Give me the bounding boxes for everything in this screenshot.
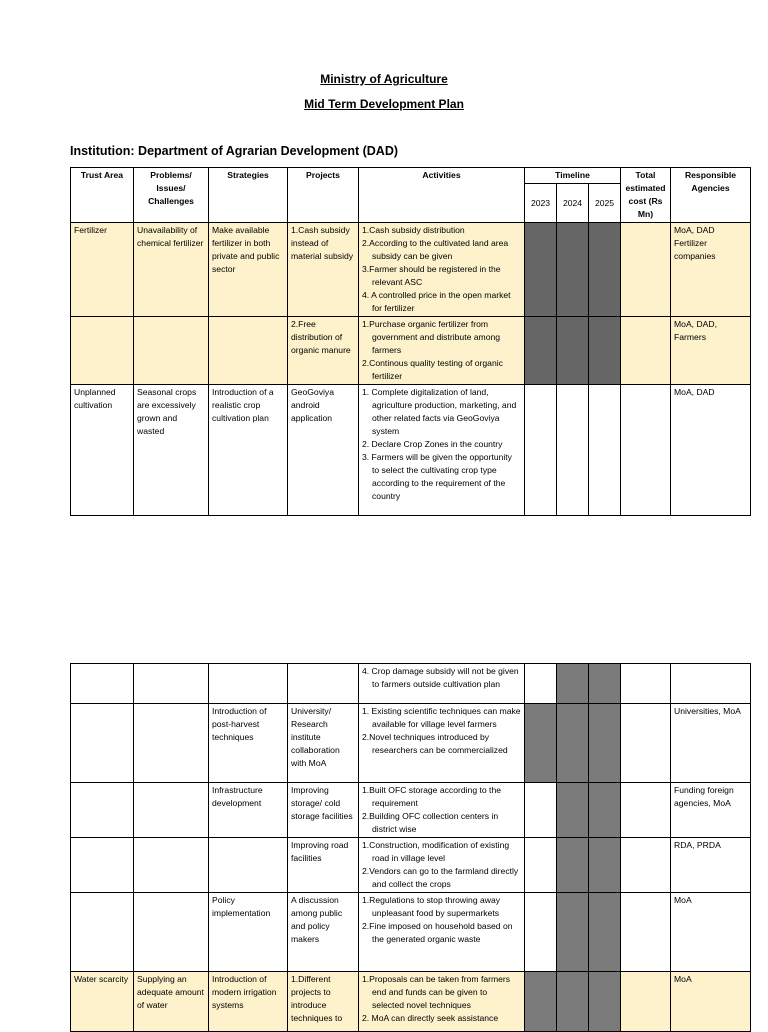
timeline-2024-cell (557, 838, 589, 893)
timeline-2023-cell (525, 664, 557, 704)
timeline-2025-cell (589, 317, 621, 385)
cell-project (288, 664, 359, 704)
cell-project: 2.Free distribution of organic manure (288, 317, 359, 385)
cell-trust-area (71, 317, 134, 385)
timeline-2024-cell (557, 783, 589, 838)
header-year-2023: 2023 (525, 184, 557, 223)
cell-cost (621, 893, 671, 972)
cell-strategy: Policy implementation (209, 893, 288, 972)
cell-trust-area (71, 893, 134, 972)
timeline-2025-cell (589, 385, 621, 516)
cell-trust-area (71, 664, 134, 704)
header-activities: Activities (359, 168, 525, 223)
timeline-2024-cell (557, 385, 589, 516)
cell-activities (359, 664, 525, 704)
timeline-2023-cell (525, 223, 557, 317)
timeline-2025-cell (589, 704, 621, 783)
cell-trust-area: Fertilizer (71, 223, 134, 317)
timeline-2023-cell (525, 704, 557, 783)
table-row (71, 972, 751, 1032)
cell-trust-area (71, 704, 134, 783)
activity-item: 4. Crop damage subsidy will not be given to farmers outside cultivation plan (362, 666, 519, 689)
cell-agencies: RDA, PRDA (671, 838, 751, 893)
cell-problem (134, 317, 209, 385)
cell-agencies: MoA (671, 893, 751, 972)
cell-trust-area (71, 838, 134, 893)
cell-cost (621, 783, 671, 838)
activity-item: 3.Farmer should be registered in the relevant ASC (362, 264, 501, 287)
timeline-2025-cell (589, 838, 621, 893)
cell-activities (359, 223, 525, 317)
timeline-2024-cell (557, 972, 589, 1032)
cell-agencies: Universities, MoA (671, 704, 751, 783)
cell-project: 1.Cash subsidy instead of material subsidy (288, 223, 359, 317)
activity-item: 4. A controlled price in the open market for fertilizer (362, 290, 511, 313)
table-row (71, 664, 751, 704)
cell-strategy: Introduction of post-harvest techniques (209, 704, 288, 783)
timeline-2023-cell (525, 972, 557, 1032)
cell-problem: Supplying an adequate amount of water (134, 972, 209, 1032)
timeline-2025-cell (589, 664, 621, 704)
timeline-2024-cell (557, 317, 589, 385)
cell-project: Improving storage/ cold storage facilities (288, 783, 359, 838)
timeline-2024-cell (557, 893, 589, 972)
cell-agencies: Funding foreign agencies, MoA (671, 783, 751, 838)
cell-strategy: Make available fertilizer in both private and public sector (209, 223, 288, 317)
activity-item: 2. MoA can directly seek assistance (362, 1013, 499, 1023)
activity-item: 1.Purchase organic fertilizer from government and distribute among farmers (362, 319, 501, 355)
cell-activities (359, 317, 525, 385)
cell-agencies: MoA (671, 972, 751, 1032)
cell-strategy: Infrastructure development (209, 783, 288, 838)
cell-activities (359, 783, 525, 838)
cell-strategy: Introduction of a realistic crop cultivation plan (209, 385, 288, 516)
cell-cost (621, 385, 671, 516)
timeline-2023-cell (525, 893, 557, 972)
cell-project: University/ Research institute collaboration with MoA (288, 704, 359, 783)
cell-problem: Seasonal crops are excessively grown and wasted (134, 385, 209, 516)
timeline-2023-cell (525, 317, 557, 385)
cell-activities (359, 972, 525, 1032)
cell-problem (134, 704, 209, 783)
activity-item: 1.Regulations to stop throwing away unpleasant food by supermarkets (362, 895, 501, 918)
timeline-2024-cell (557, 223, 589, 317)
ministry-title: Ministry of Agriculture (320, 72, 448, 86)
activity-item: 2.Fine imposed on household based on the generated organic waste (362, 921, 513, 944)
cell-cost (621, 704, 671, 783)
header-timeline: Timeline (525, 168, 621, 184)
table-row (71, 223, 751, 317)
cell-cost (621, 838, 671, 893)
table-row (71, 893, 751, 972)
header-cost: Total estimated cost (Rs Mn) (621, 168, 671, 223)
header-agencies: Responsible Agencies (671, 168, 751, 223)
cell-agencies (671, 664, 751, 704)
plan-title: Mid Term Development Plan (304, 97, 464, 111)
cell-strategy (209, 838, 288, 893)
cell-cost (621, 972, 671, 1032)
cell-project: 1.Different projects to introduce techniques to (288, 972, 359, 1032)
timeline-2023-cell (525, 783, 557, 838)
timeline-2025-cell (589, 783, 621, 838)
header-year-2025: 2025 (589, 184, 621, 223)
timeline-2025-cell (589, 223, 621, 317)
header-problems: Problems/ Issues/ Challenges (134, 168, 209, 223)
cell-problem (134, 838, 209, 893)
cell-problem (134, 664, 209, 704)
activity-item: 2.Vendors can go to the farmland directly and collect the crops (362, 866, 519, 889)
cell-project: Improving road facilities (288, 838, 359, 893)
header-strategies: Strategies (209, 168, 288, 223)
table-row (71, 317, 751, 385)
timeline-2023-cell (525, 838, 557, 893)
cell-agencies: MoA, DAD, Farmers (671, 317, 751, 385)
timeline-2025-cell (589, 893, 621, 972)
table-row (71, 704, 751, 783)
activity-item: 1. Complete digitalization of land, agriculture production, marketing, and other related facts via GeoGoviya system (362, 387, 517, 436)
cell-project: A discussion among public and policy makers (288, 893, 359, 972)
activity-item: 1.Cash subsidy distribution (362, 225, 465, 235)
header-year-2024: 2024 (557, 184, 589, 223)
cell-strategy (209, 317, 288, 385)
plan-table-2 (70, 663, 751, 1032)
activity-item: 2.Building OFC collection centers in district wise (362, 811, 499, 834)
cell-problem (134, 783, 209, 838)
cell-activities (359, 838, 525, 893)
activity-item: 1.Proposals can be taken from farmers end and funds can be given to selected novel techniques (362, 974, 511, 1010)
cell-problem: Unavailability of chemical fertilizer (134, 223, 209, 317)
header-trust-area: Trust Area (71, 168, 134, 223)
activity-item: 2.According to the cultivated land area subsidy can be given (362, 238, 509, 261)
activity-item: 1.Built OFC storage according to the requirement (362, 785, 502, 808)
cell-agencies: MoA, DAD Fertilizer companies (671, 223, 751, 317)
timeline-2025-cell (589, 972, 621, 1032)
table-row (71, 385, 751, 516)
cell-activities (359, 893, 525, 972)
cell-cost (621, 223, 671, 317)
table-row (71, 838, 751, 893)
cell-trust-area: Water scarcity (71, 972, 134, 1032)
activity-item: 1.Construction, modification of existing road in village level (362, 840, 510, 863)
cell-project: GeoGoviya android application (288, 385, 359, 516)
activity-item: 1. Existing scientific techniques can make available for village level farmers (362, 706, 521, 729)
activity-item: 3. Farmers will be given the opportunity to select the cultivating crop type according to the requirement of the country (362, 452, 512, 501)
cell-activities (359, 704, 525, 783)
activity-item: 2.Continous quality testing of organic fertilizer (362, 358, 503, 381)
cell-cost (621, 664, 671, 704)
header-projects: Projects (288, 168, 359, 223)
timeline-2023-cell (525, 385, 557, 516)
cell-cost (621, 317, 671, 385)
cell-trust-area: Unplanned cultivation (71, 385, 134, 516)
cell-activities (359, 385, 525, 516)
timeline-2024-cell (557, 704, 589, 783)
timeline-2024-cell (557, 664, 589, 704)
table-row (71, 783, 751, 838)
cell-strategy (209, 664, 288, 704)
plan-table-1 (70, 167, 751, 516)
activity-item: 2.Novel techniques introduced by researchers can be commercialized (362, 732, 508, 755)
cell-problem (134, 893, 209, 972)
activity-item: 2. Declare Crop Zones in the country (362, 439, 503, 449)
cell-agencies: MoA, DAD (671, 385, 751, 516)
cell-trust-area (71, 783, 134, 838)
cell-strategy: Introduction of modern irrigation systems (209, 972, 288, 1032)
institution-heading: Institution: Department of Agrarian Development (DAD) (70, 144, 399, 158)
